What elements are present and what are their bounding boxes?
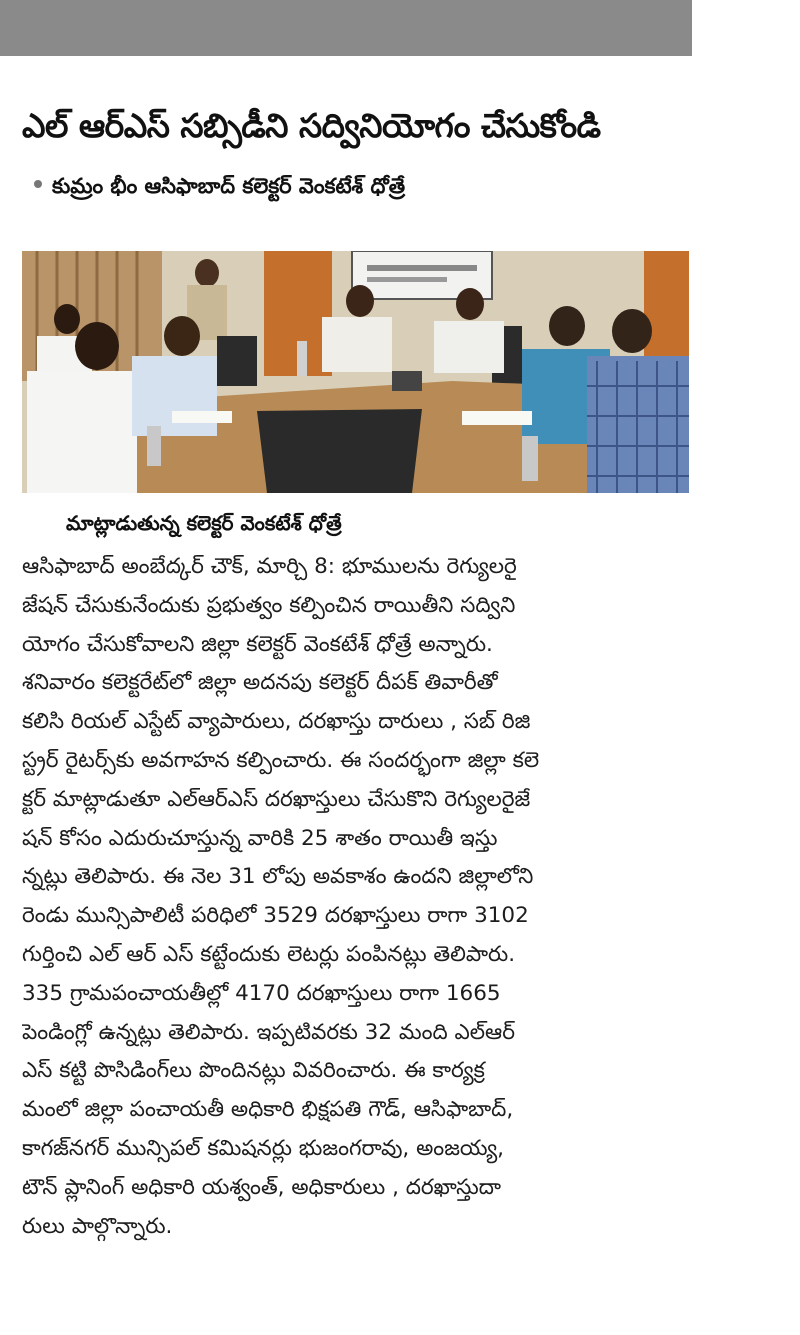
article-headline: ఎల్ ఆర్ఎస్ సబ్సిడీని సద్వినియోగం చేసుకోండి [22, 106, 601, 145]
body-line: టౌన్ ప్లానింగ్ అధికారి యశ్వంత్, అధికారులు , దరఖాస్తుదా [22, 1174, 502, 1200]
header-bar [0, 0, 692, 56]
body-line: రెండు మున్సిపాలిటీ పరిధిలో 3529 దరఖాస్తులు రాగా 3102 [22, 903, 529, 929]
body-line: ఎస్ కట్టి పొసిడింగ్‌లు పొందినట్లు వివరించారు. ఈ కార్యక్ర [22, 1058, 485, 1084]
news-photo [22, 251, 689, 493]
body-line: షన్ కోసం ఎదురుచూస్తున్న వారికి 25 శాతం రాయితీ ఇస్తు [22, 825, 498, 851]
body-line: 335 గ్రామపంచాయతీల్లో 4170 దరఖాస్తులు రాగా 1665 [22, 980, 501, 1006]
body-line: క్టర్ మాట్లాడుతూ ఎల్ఆర్ఎస్ దరఖాస్తులు చేసుకొని రెగ్యులరైజే [22, 786, 531, 812]
article-body [22, 548, 694, 1246]
bullet-icon [34, 180, 42, 188]
body-line: శనివారం కలెక్టరేట్‌లో జిల్లా అదనపు కలెక్టర్ దీపక్ తివారీతో [22, 670, 498, 696]
body-line: మంలో జిల్లా పంచాయతీ అధికారి భిక్షపతి గౌడ్, ఆసిఫాబాద్, [22, 1097, 514, 1123]
body-line: స్ట్రర్ రైటర్స్‌కు అవగాహన కల్పించారు. ఈ సందర్భంగా జిల్లా కలె [22, 747, 540, 773]
article-subheadline [34, 170, 694, 202]
body-line: కలిసి రియల్ ఎస్టేట్ వ్యాపారులు, దరఖాస్తు దారులు , సబ్ రిజి [22, 709, 531, 735]
body-line: యోగం చేసుకోవాలని జిల్లా కలెక్టర్ వెంకటేశ్ ధోత్రే అన్నారు. [22, 631, 493, 657]
body-line: కాగజ్‌నగర్ మున్సిపల్ కమిషనర్లు భుజంగరావు, అంజయ్య, [22, 1135, 505, 1161]
body-line: పెండింగ్లో ఉన్నట్లు తెలిపారు. ఇప్పటివరకు 32 మంది ఎల్ఆర్ [22, 1019, 515, 1045]
body-line: జేషన్ చేసుకునేందుకు ప్రభుత్వం కల్పించిన రాయితీని సద్విని [22, 592, 516, 618]
body-line: ఆసిఫాబాద్ అంబేద్కర్ చౌక్, మార్చి 8: భూములను రెగ్యులరై [22, 554, 517, 579]
subheadline-text: కుమ్రం భీం ఆసిఫాబాద్ కలెక్టర్ వెంకటేశ్ ధోత్రే [52, 174, 406, 198]
meeting-photo-illustration [22, 251, 689, 493]
body-line: రులు పాల్గొన్నారు. [22, 1213, 173, 1239]
body-line: న్నట్లు తెలిపారు. ఈ నెల 31 లోపు అవకాశం ఉందని జిల్లాలోని [22, 864, 534, 890]
photo-caption: మాట్లాడుతున్న కలెక్టర్ వెంకటేశ్ ధోత్రే [66, 511, 342, 535]
body-line: గుర్తించి ఎల్ ఆర్ ఎస్ కట్టేందుకు లెటర్లు పంపినట్లు తెలిపారు. [22, 941, 516, 967]
